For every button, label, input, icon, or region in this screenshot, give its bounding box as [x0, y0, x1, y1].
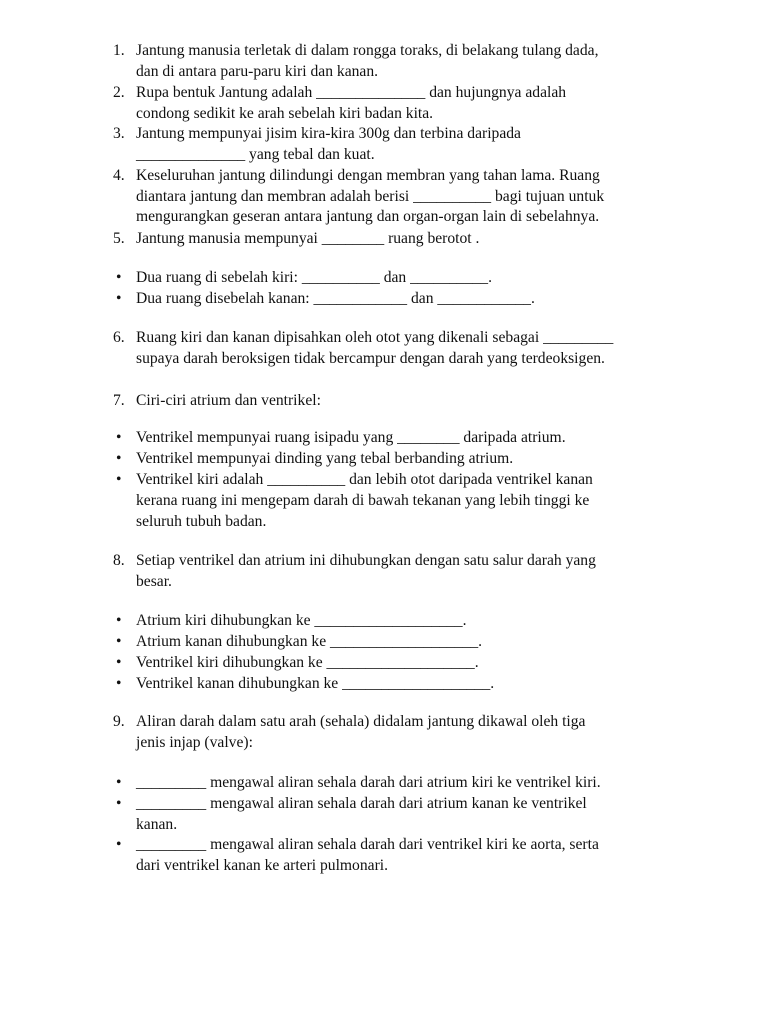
bullet-text: Ventrikel kanan dihubungkan ke ___________________. [136, 675, 495, 692]
bullet-text: Atrium kiri dihubungkan ke ___________________. [136, 612, 467, 629]
question-text-line: condong sedikit ke arah sebelah kiri badan kita. [136, 105, 434, 122]
question-number: 2. [113, 84, 125, 101]
bullet-icon: • [116, 795, 122, 812]
bullet-icon: • [116, 774, 122, 791]
question-text-line: mengurangkan geseran antara jantung dan organ-organ lain di sebelahnya. [136, 208, 600, 225]
question-text-line: Jantung mempunyai jisim kira-kira 300g dan terbina daripada [136, 125, 521, 142]
bullet-icon: • [116, 450, 122, 467]
bullet-text: _________ mengawal aliran sehala darah dari atrium kiri ke ventrikel kiri. [136, 774, 601, 791]
question-text-line: Jantung manusia mempunyai ________ ruang berotot . [136, 230, 480, 247]
question-number: 8. [113, 552, 125, 569]
bullet-text: kerana ruang ini mengepam darah di bawah tekanan yang lebih tinggi ke [136, 492, 590, 509]
question-text-line: ______________ yang tebal dan kuat. [136, 146, 375, 163]
question-text-line: supaya darah beroksigen tidak bercampur dengan darah yang terdeoksigen. [136, 350, 605, 367]
bullet-text: Ventrikel mempunyai ruang isipadu yang ________ daripada atrium. [136, 429, 566, 446]
question-text-line: besar. [136, 573, 172, 590]
question-text-line: Jantung manusia terletak di dalam rongga toraks, di belakang tulang dada, [136, 42, 599, 59]
bullet-text: Ventrikel kiri adalah __________ dan lebih otot daripada ventrikel kanan [136, 471, 593, 488]
bullet-icon: • [116, 290, 122, 307]
bullet-text: dari ventrikel kanan ke arteri pulmonari. [136, 857, 388, 874]
question-number: 3. [113, 125, 125, 142]
bullet-icon: • [116, 612, 122, 629]
bullet-text: Dua ruang di sebelah kiri: __________ dan __________. [136, 269, 492, 286]
question-text-line: Setiap ventrikel dan atrium ini dihubungkan dengan satu salur darah yang [136, 552, 596, 569]
bullet-text: Dua ruang disebelah kanan: ____________ dan ____________. [136, 290, 535, 307]
question-text-line: Ciri-ciri atrium dan ventrikel: [136, 392, 321, 409]
question-number: 7. [113, 392, 125, 409]
bullet-text: kanan. [136, 816, 178, 833]
question-number: 4. [113, 167, 125, 184]
question-number: 9. [113, 713, 125, 730]
question-number: 1. [113, 42, 125, 59]
bullet-icon: • [116, 836, 122, 853]
bullet-icon: • [116, 429, 122, 446]
question-text-line: Ruang kiri dan kanan dipisahkan oleh otot yang dikenali sebagai _________ [136, 329, 614, 346]
question-number: 6. [113, 329, 125, 346]
bullet-icon: • [116, 633, 122, 650]
bullet-text: _________ mengawal aliran sehala darah dari atrium kanan ke ventrikel [136, 795, 587, 812]
bullet-text: Atrium kanan dihubungkan ke ___________________. [136, 633, 483, 650]
bullet-icon: • [116, 471, 122, 488]
question-text-line: dan di antara paru-paru kiri dan kanan. [136, 63, 379, 80]
bullet-text: seluruh tubuh badan. [136, 513, 267, 530]
bullet-text: Ventrikel kiri dihubungkan ke ___________________. [136, 654, 479, 671]
question-number: 5. [113, 230, 125, 247]
bullet-icon: • [116, 675, 122, 692]
bullet-text: _________ mengawal aliran sehala darah dari ventrikel kiri ke aorta, serta [136, 836, 599, 853]
question-text-line: Aliran darah dalam satu arah (sehala) didalam jantung dikawal oleh tiga [136, 713, 586, 730]
bullet-icon: • [116, 654, 122, 671]
question-text-line: Keseluruhan jantung dilindungi dengan membran yang tahan lama. Ruang [136, 167, 600, 184]
question-text-line: jenis injap (valve): [136, 734, 253, 751]
bullet-text: Ventrikel mempunyai dinding yang tebal berbanding atrium. [136, 450, 514, 467]
question-text-line: Rupa bentuk Jantung adalah ______________ dan hujungnya adalah [136, 84, 567, 101]
bullet-icon: • [116, 269, 122, 286]
question-text-line: diantara jantung dan membran adalah berisi __________ bagi tujuan untuk [136, 188, 605, 205]
